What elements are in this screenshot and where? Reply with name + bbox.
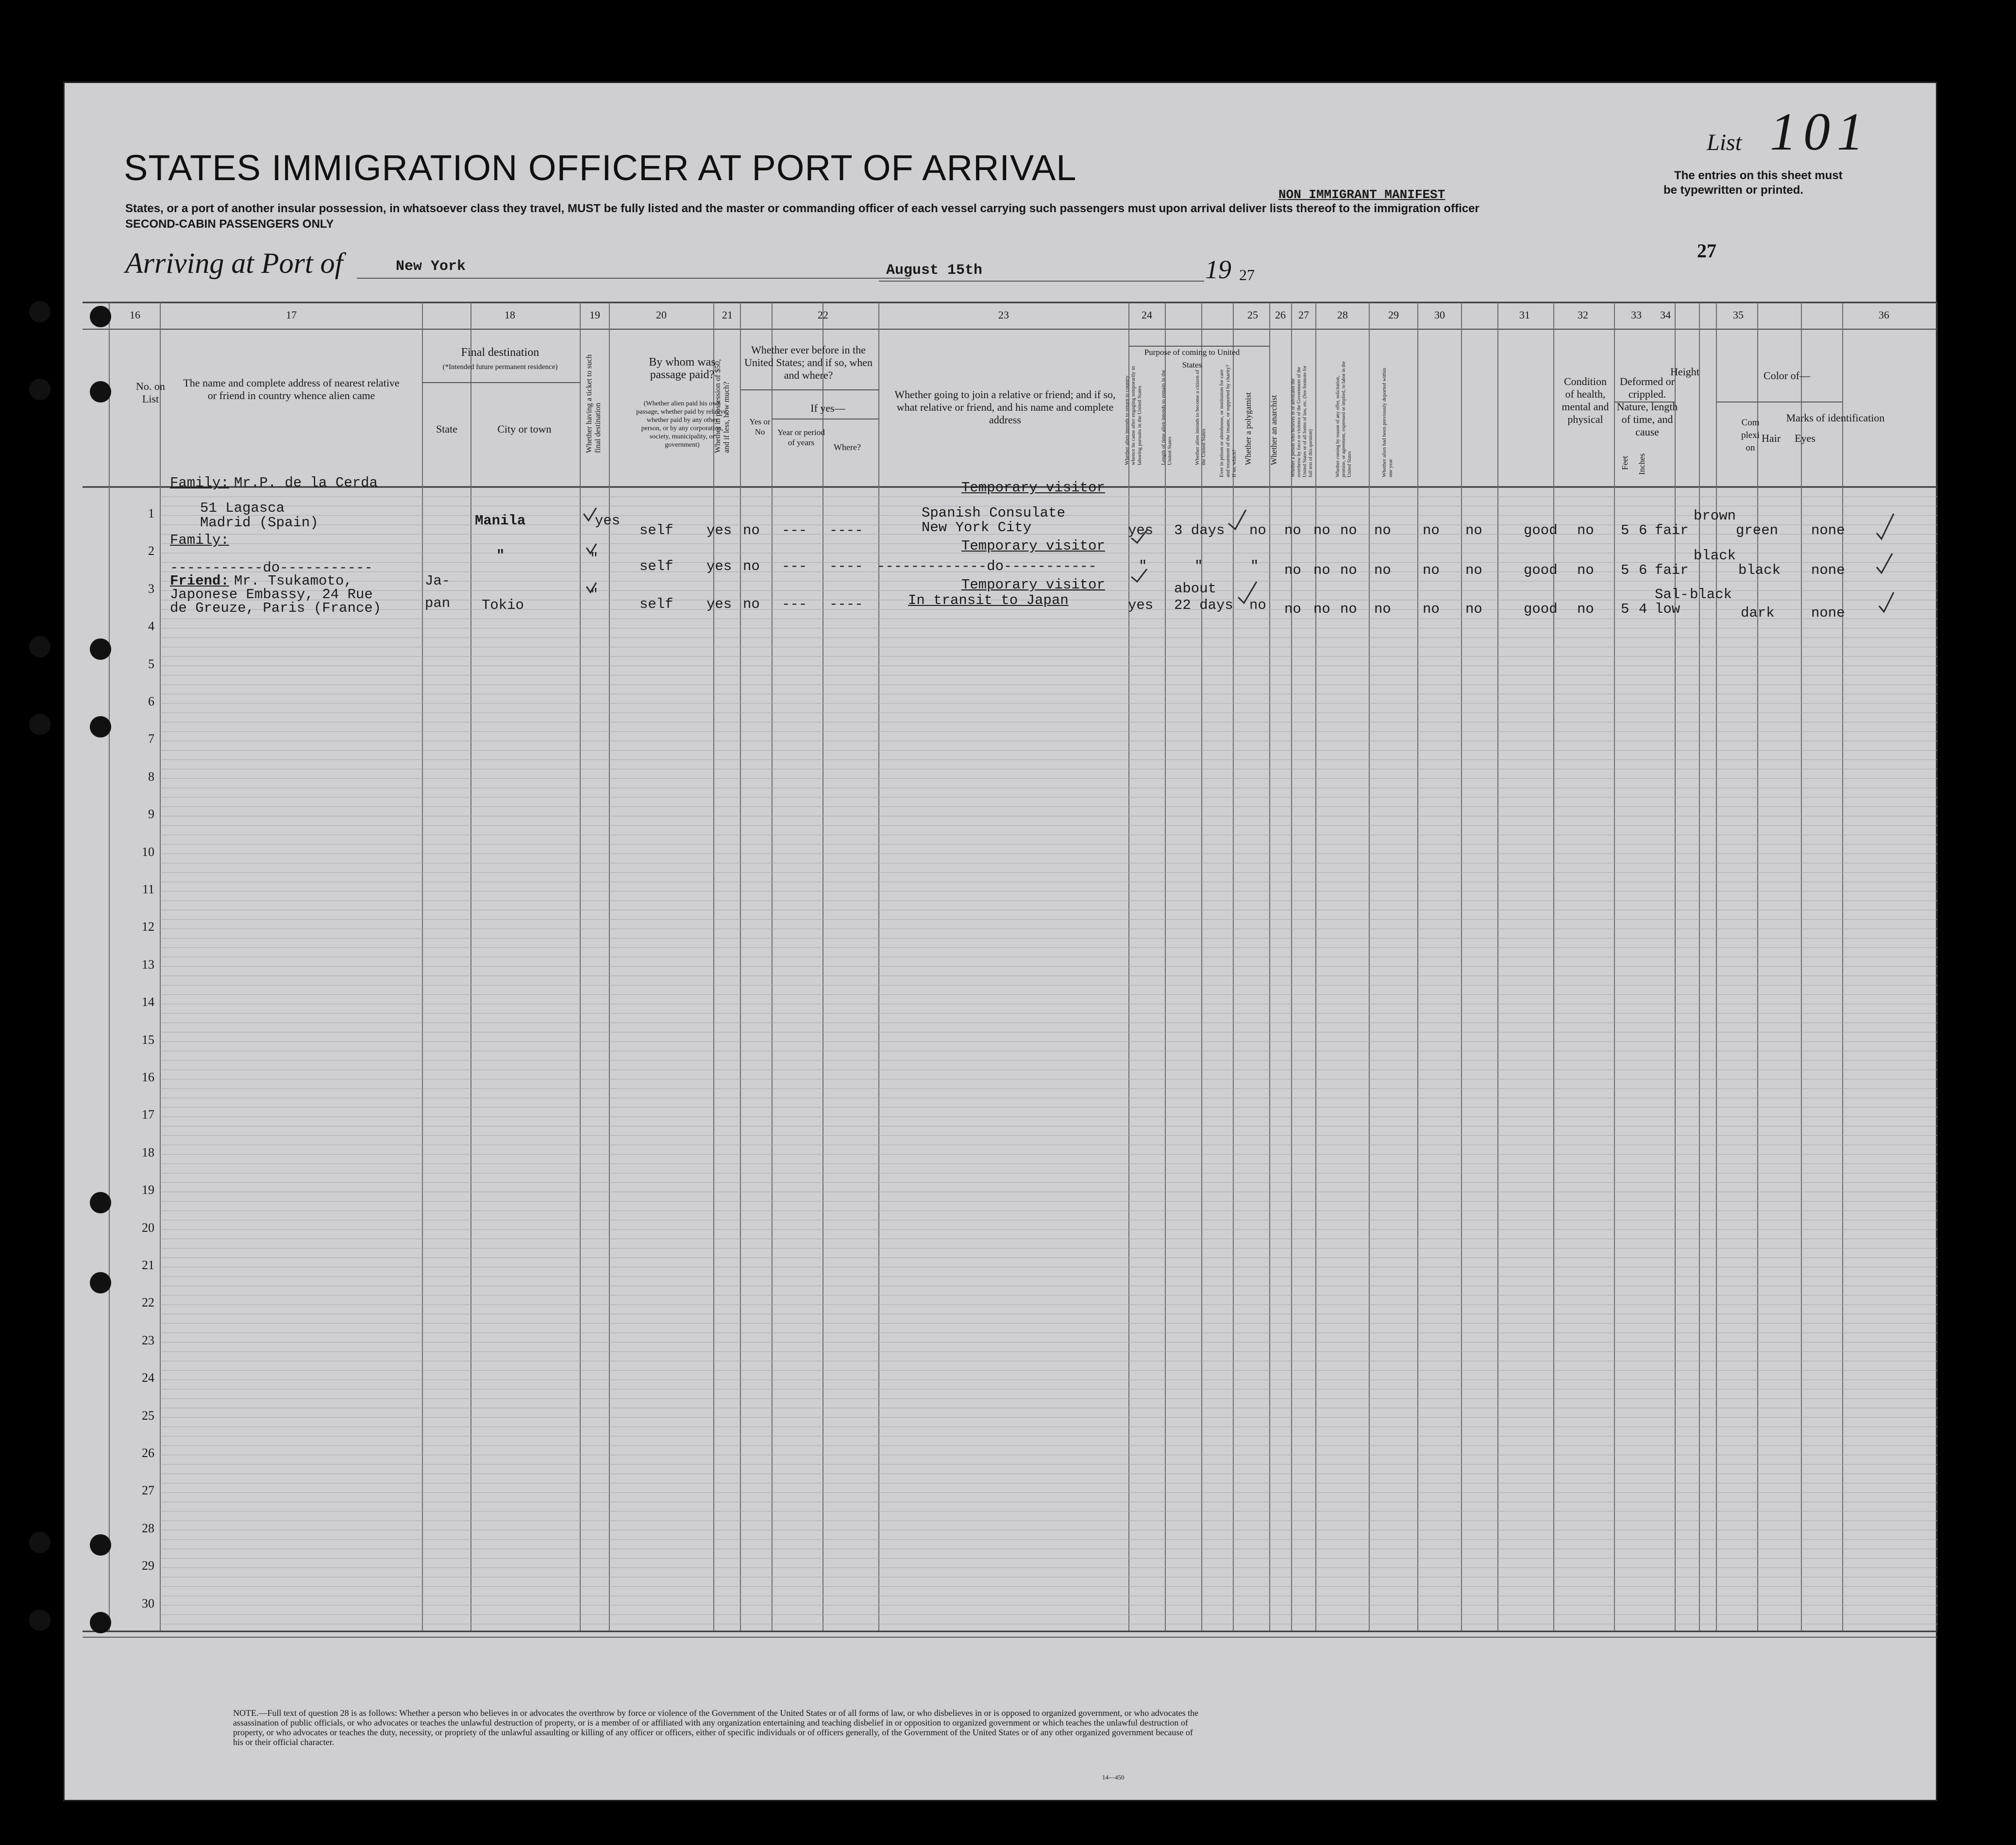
header-feet: Feet <box>1620 455 1630 470</box>
row-number: 1 <box>148 506 154 520</box>
row-number: 23 <box>142 1333 154 1347</box>
list-number: 101 <box>1770 102 1870 161</box>
check-mark <box>1877 554 1892 573</box>
r2-deformed: no <box>1577 562 1594 578</box>
row-number: 4 <box>148 619 154 634</box>
form-number: 14—450 <box>1102 1774 1125 1781</box>
column-number: 35 <box>1733 309 1744 321</box>
r3-inches: 4 <box>1639 601 1647 617</box>
r1-before-in-us: no <box>743 522 760 538</box>
punch-hole <box>29 714 50 735</box>
r3-city: Tokio <box>482 597 524 613</box>
r2-ticket: " <box>590 551 599 567</box>
check-mark <box>1877 514 1894 539</box>
header-anarchist: Whether an anarchist <box>1269 395 1278 465</box>
r2-q30: no <box>1465 562 1482 578</box>
column-number: 33 <box>1631 309 1642 321</box>
r3-q29: no <box>1423 601 1440 617</box>
r3-state-2: pan <box>425 595 451 611</box>
r2-feet: 5 <box>1621 562 1630 578</box>
row-number: 9 <box>148 807 154 822</box>
r1-health: good <box>1524 522 1558 538</box>
row-number: 3 <box>148 581 154 596</box>
header-deported: Whether alien had been previously deported within one year <box>1381 368 1394 477</box>
r2-prison: no <box>1284 562 1301 578</box>
row-number: 29 <box>142 1559 154 1573</box>
punch-hole <box>90 1192 111 1213</box>
header-where: Where? <box>834 442 861 452</box>
r1-city: Manila <box>475 513 526 529</box>
header-marks-identification: Marks of identification <box>1786 412 1885 424</box>
row-number: 17 <box>142 1107 154 1122</box>
r3-fifty-dollars: yes <box>706 596 732 612</box>
r3-q30: no <box>1465 601 1482 617</box>
r2-eyes: black <box>1738 562 1781 578</box>
r2-purpose: Temporary visitor <box>961 538 1105 554</box>
header-length-of-stay: Length of time alien intends to remain in the United States <box>1160 369 1173 465</box>
column-number: 34 <box>1660 309 1671 321</box>
punch-hole <box>29 1532 50 1553</box>
r3-year: --- <box>782 596 807 612</box>
r3-passage-paid: self <box>639 596 673 612</box>
r1-length: 3 days <box>1174 522 1225 538</box>
r2-city: " <box>496 548 505 564</box>
punch-hole <box>90 1612 111 1633</box>
r2-citizen: " <box>1250 558 1259 574</box>
manifest-sheet <box>63 82 1937 1801</box>
column-number: 30 <box>1434 309 1445 321</box>
r3-ticket: " <box>590 587 599 603</box>
r3-join: In transit to Japan <box>908 592 1069 608</box>
r3-hair: black <box>1690 587 1732 603</box>
port-value: New York <box>396 258 466 275</box>
r3-anarchist: no <box>1340 601 1357 617</box>
punch-hole <box>90 1534 111 1556</box>
row-number: 20 <box>142 1220 154 1235</box>
row-number: 8 <box>148 769 154 784</box>
header-color-of: Color of— <box>1764 369 1810 382</box>
row-number: 19 <box>142 1183 154 1197</box>
r2-relation-label: Family: <box>170 532 229 548</box>
row-number: 5 <box>148 656 154 671</box>
r2-inches: 6 <box>1639 562 1647 578</box>
header-passage-paid-note: (Whether alien paid his own passage, whether paid by relative, whether paid by any other person, or by any corporation, society, municipality, or government) <box>636 400 728 449</box>
header-passage-paid: By whom was passage paid? <box>649 356 716 381</box>
r3-complexion-2: low <box>1655 601 1680 617</box>
punch-hole <box>90 638 111 660</box>
r1-fifty-dollars: yes <box>706 522 732 538</box>
r2-year: --- <box>782 558 807 574</box>
arriving-label: Arriving at Port of <box>125 247 343 279</box>
r1-anarchist: no <box>1340 522 1357 538</box>
r3-return: yes <box>1128 597 1154 613</box>
r2-passage-paid: self <box>639 558 673 574</box>
row-number: 26 <box>142 1446 154 1460</box>
header-before-in-us: Whether ever before in the United States; and if so, when and where? <box>744 344 873 381</box>
header-subtitle: States, or a port of another insular possession, in whatsoever class they travel, MUST be fully listed and the master or commanding officer of each vessel carrying such passengers must upon arrival deliver lists thereof to the immigration officer <box>125 202 1479 215</box>
column-number: 20 <box>656 309 667 321</box>
r3-q28: no <box>1374 601 1391 617</box>
row-number: 21 <box>142 1258 154 1272</box>
row-number: 13 <box>142 957 154 972</box>
r3-feet: 5 <box>1621 601 1630 617</box>
r3-polygamist: no <box>1313 601 1330 617</box>
r2-fifty-dollars: yes <box>706 558 732 574</box>
header-join-relative: Whether going to join a relative or friend; and if so, what relative or friend, and his name and complete address <box>894 388 1116 426</box>
r1-ticket: yes <box>595 513 621 529</box>
column-number: 28 <box>1337 309 1348 321</box>
r2-marks: none <box>1811 562 1845 578</box>
entries-note-1: The entries on this sheet must <box>1674 169 1843 182</box>
r1-return: yes <box>1128 522 1154 538</box>
check-mark <box>1131 569 1147 582</box>
column-number: 16 <box>130 309 140 321</box>
r1-marks: none <box>1811 522 1845 538</box>
r2-anarchist: no <box>1340 562 1357 578</box>
check-marks <box>63 82 1937 1801</box>
column-number: 36 <box>1879 309 1889 321</box>
r3-eyes: dark <box>1741 605 1775 621</box>
r1-relative-name: Mr.P. de la Cerda <box>234 475 378 491</box>
row-number: 28 <box>142 1521 154 1535</box>
row-number: 7 <box>148 732 154 746</box>
r1-passage-paid: self <box>639 522 673 538</box>
row-number: 16 <box>142 1070 154 1084</box>
r2-where: ---- <box>829 558 863 574</box>
r3-relative-name: Mr. Tsukamoto, <box>234 573 353 589</box>
r1-join-2: New York City <box>922 520 1032 536</box>
header-state: State <box>436 423 457 435</box>
header-inches: Inches <box>1637 453 1646 475</box>
header-complexion: Complexion <box>1741 418 1760 453</box>
row-number: 6 <box>148 694 154 708</box>
r1-complexion: fair <box>1655 522 1689 538</box>
column-number: 31 <box>1519 309 1530 321</box>
r1-relative-address-1: 51 Lagasca <box>200 500 285 516</box>
r2-health: good <box>1524 562 1558 578</box>
r1-q30: no <box>1465 522 1482 538</box>
r1-purpose: Temporary visitor <box>961 480 1105 496</box>
column-number: 17 <box>286 309 297 321</box>
manifest-type: NON IMMIGRANT MANIFEST <box>1278 187 1445 202</box>
column-number: 24 <box>1142 309 1152 321</box>
r1-deformed: no <box>1577 522 1594 538</box>
year-suffix: 27 <box>1239 266 1255 284</box>
r3-deformed: no <box>1577 601 1594 617</box>
row-number: 2 <box>148 544 154 558</box>
punch-hole <box>29 1610 50 1631</box>
row-number: 18 <box>142 1145 154 1159</box>
column-number: 21 <box>722 309 733 321</box>
row-number: 22 <box>142 1295 154 1310</box>
r2-q29: no <box>1423 562 1440 578</box>
r3-before-in-us: no <box>743 596 760 612</box>
check-mark <box>1238 582 1257 603</box>
header-yes-no: Yes or No <box>749 417 771 436</box>
header-ticket: Whether having a ticket to such final destination <box>585 354 602 453</box>
header-eyes: Eyes <box>1795 432 1815 444</box>
r3-length-2: 22 days <box>1174 597 1233 613</box>
column-number: 26 <box>1275 309 1286 321</box>
column-number: 22 <box>818 309 828 321</box>
r1-inches: 6 <box>1639 522 1647 538</box>
header-second-cabin: SECOND-CABIN PASSENGERS ONLY <box>125 218 334 231</box>
check-mark <box>587 544 596 554</box>
punch-hole <box>90 1272 111 1293</box>
row-number: 25 <box>142 1408 154 1423</box>
punch-hole <box>29 636 50 657</box>
row-number: 14 <box>142 995 154 1009</box>
column-number: 18 <box>504 309 515 321</box>
row-number: 27 <box>142 1483 154 1498</box>
check-mark <box>587 583 596 592</box>
r1-relative-address-2: Madrid (Spain) <box>200 515 319 531</box>
r1-year: --- <box>782 522 807 538</box>
r3-state-1: Ja- <box>425 573 451 589</box>
r3-purpose: Temporary visitor <box>961 577 1105 593</box>
header-final-destination-note: (*Intended future permanent residence) <box>442 363 558 371</box>
r3-citizen: no <box>1249 597 1266 613</box>
r1-feet: 5 <box>1621 522 1630 538</box>
header-if-yes: If yes— <box>810 402 845 414</box>
r1-citizen: no <box>1249 522 1266 538</box>
r1-join-1: Spanish Consulate <box>922 505 1065 521</box>
header-return-country: Whether alien intends to return to country whence he came after engaging temporarily in laboring pursuits in the United States <box>1124 366 1142 465</box>
r2-hair: black <box>1694 548 1736 564</box>
r1-where: ---- <box>829 522 863 538</box>
column-number: 27 <box>1298 309 1309 321</box>
row-number: 11 <box>142 882 154 896</box>
row-number: 30 <box>142 1596 154 1610</box>
header-question-28: Whether a person who believes in or advocates the overthrow by force or violence of the Government of the United States or of all forms of law, etc. (See footnote for full text of this question) <box>1291 365 1313 477</box>
check-mark <box>1879 592 1894 612</box>
r3-prison: no <box>1284 601 1301 617</box>
r2-q28: no <box>1374 562 1391 578</box>
header-year-period: Year or period of years <box>777 428 825 447</box>
header-citizen: Whether alien intends to become a citizen of the United States <box>1194 369 1207 465</box>
footnote: NOTE.—Full text of question 28 is as follows: Whether a person who believes in or advocates the overthrow by force or violence of the Government of the United States or of all forms of law, or who disbelieves in or is opposed to organized government, or who advocates the assassination of public officials, or who advocates or teaches the unlawful destruction of property, or is a member of or affiliated with any organization entertaining and teaching disbelief in or opposition to organized government or which teaches the unlawful destruction of property, or who advocates or teaches the duty, necessity, or propriety of the unlawful assaulting or killing of any officer or officers, either of specific individuals or of officers generally, of the Government of the United States or of any other organized government because of his or their official character. <box>233 1708 1199 1747</box>
column-number: 19 <box>589 309 600 321</box>
r2-before-in-us: no <box>743 558 760 574</box>
r1-hair: brown <box>1694 508 1736 524</box>
row-number: 12 <box>142 920 154 934</box>
header-labor-offer: Whether coming by reason of any offer, solicitation, promise, or agreement, expressed or implied, to labor in the United States <box>1335 361 1352 477</box>
r2-join: -------------do----------- <box>877 558 1097 574</box>
punch-hole <box>29 301 50 322</box>
header-prison: Ever in prison or almshouse, or institution for care and treatment of the insane, or supported by charity? If so, which? <box>1219 365 1237 477</box>
header-nearest-relative: The name and complete address of nearest relative or friend in country whence alien came <box>183 377 400 402</box>
list-label: List <box>1707 130 1742 155</box>
row-number: 15 <box>142 1032 154 1047</box>
r1-prison: no <box>1284 522 1301 538</box>
r2-complexion: fair <box>1655 562 1689 578</box>
header-no-on-list: No. on List <box>136 380 165 405</box>
page-number: 27 <box>1697 240 1716 262</box>
header-city: City or town <box>497 423 552 435</box>
header-hair: Hair <box>1761 432 1781 444</box>
r3-relative-address-2: de Greuze, Paris (France) <box>170 600 382 616</box>
check-mark <box>1131 530 1147 543</box>
year-prefix: 19 <box>1205 255 1231 284</box>
page-title: STATES IMMIGRATION OFFICER AT PORT OF ARRIVAL <box>124 148 1077 188</box>
header-height: Height <box>1670 366 1699 378</box>
r3-marks: none <box>1811 605 1845 621</box>
header-purpose: Purpose of coming to United States <box>1144 348 1240 369</box>
header-final-destination: Final destination <box>461 346 539 359</box>
column-number: 23 <box>998 309 1009 321</box>
row-number: 24 <box>142 1371 154 1385</box>
r1-polygamist: no <box>1313 522 1330 538</box>
punch-hole <box>90 381 111 403</box>
row-number: 10 <box>142 844 154 859</box>
r2-length: " <box>1194 558 1203 574</box>
r2-polygamist: no <box>1313 562 1330 578</box>
r1-eyes: green <box>1736 522 1779 538</box>
column-number: 25 <box>1247 309 1258 321</box>
header-fifty-dollars: Whether in possession of $50, and if less, how much? <box>714 359 731 453</box>
r3-where: ---- <box>829 596 863 612</box>
r3-health: good <box>1524 601 1558 617</box>
r1-relation-label: Family: <box>170 475 229 491</box>
r3-relative-address-1: Japonese Embassy, 24 Rue <box>170 587 373 603</box>
r3-length-1: about <box>1174 581 1217 597</box>
r3-complexion-1: Sal- <box>1655 587 1689 603</box>
header-polygamist: Whether a polygamist <box>1243 392 1253 465</box>
check-mark <box>1228 510 1246 529</box>
r2-relative: -----------do----------- <box>170 560 373 576</box>
r1-q29: no <box>1423 522 1440 538</box>
punch-hole <box>29 379 50 400</box>
check-mark <box>584 508 596 520</box>
arrival-date: August 15th <box>886 262 983 279</box>
entries-note-2: be typewritten or printed. <box>1663 184 1804 197</box>
column-number: 29 <box>1388 309 1399 321</box>
r2-return: " <box>1139 558 1147 574</box>
r1-q28: no <box>1374 522 1391 538</box>
punch-hole <box>90 306 111 327</box>
punch-hole <box>90 716 111 738</box>
r3-relation-label: Friend: <box>170 573 229 589</box>
header-deformed: Deformed or crippled. Nature, length of time, and cause <box>1616 375 1678 438</box>
column-number: 32 <box>1578 309 1588 321</box>
header-condition-health: Condition of health, mental and physical <box>1562 375 1609 425</box>
